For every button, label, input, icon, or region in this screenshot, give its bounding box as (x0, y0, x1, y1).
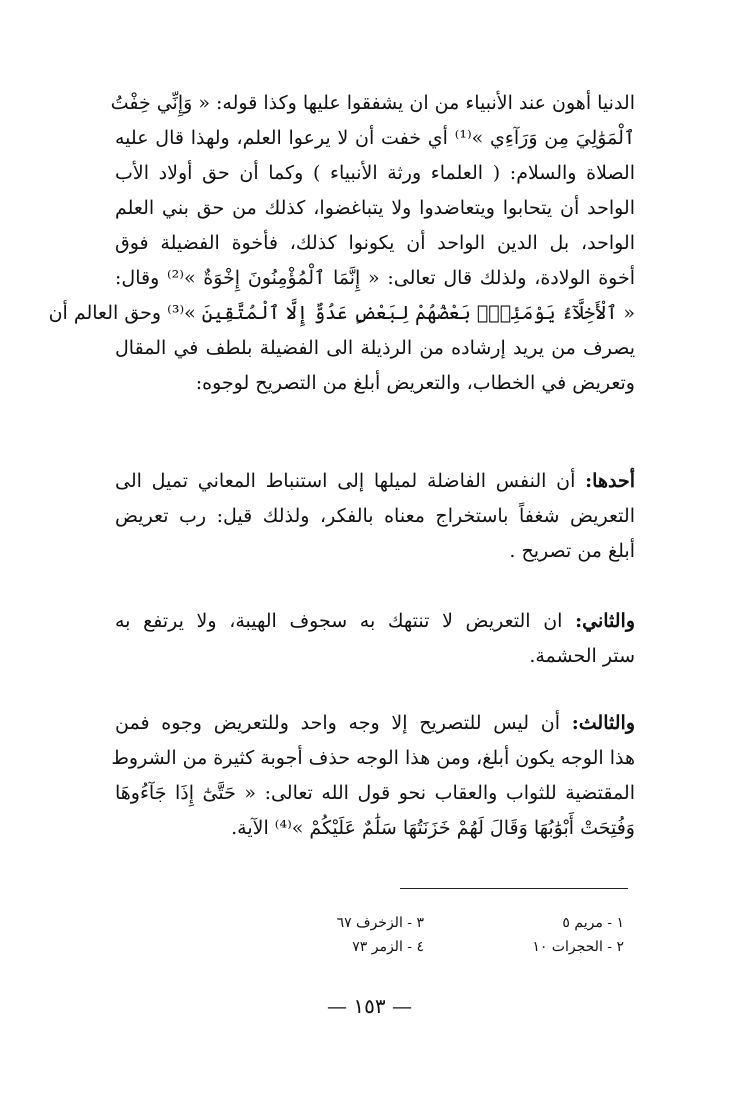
text-line (115, 464, 635, 499)
text-line: التعريض شغفاً باستخراج معناه بالفكر، ولذلك قيل: رب تعريض (115, 505, 635, 527)
text-line: يصرف من يريد إرشاده من الرذيلة الى الفضيلة بلطف في المقال (115, 337, 635, 359)
page-number: — ١٥٣ — (327, 994, 412, 1018)
paragraph-4 (111, 706, 635, 846)
footnote-4: ٤ - الزمر ٧٣ (352, 939, 424, 955)
text-line: الصلاة والسلام: ( العلماء ورثة الأنبياء ) وكما أن حق أولاد الأب (115, 162, 635, 184)
text-line: المقتضية للثواب والعقاب نحو قول الله تعالى: « حَتَّىٰٓ إِذَا جَآءُوهَا (115, 782, 635, 804)
text-run: أن النفس الفاضلة لميلها إلى استنباط المعاني تميل الى (115, 470, 586, 492)
text-line: هذا الوجه يكون أبلغ، ومن هذا الوجه حذف أجوبة كثيرة من الشروط (111, 747, 635, 769)
paragraph-lead: والثاني: (575, 610, 635, 632)
text-line: وَفُتِحَتْ أَبْوَٰبُهَا وَقَالَ لَهُمْ خَزَنَتُهَا سَلَٰمٌ عَلَيْكُمْ »⁽⁴⁾ الآية. (231, 817, 635, 839)
paragraph-3 (115, 604, 635, 674)
text-line: الدنيا أهون عند الأنبياء من ان يشفقوا عليها وكذا قوله: « وَإِنِّي خِفْتُ (110, 92, 635, 114)
text-line: الواحد، بل الدين الواحد أن يكونوا كذلك، فأخوة الفضيلة فوق (115, 232, 635, 254)
footnote-3: ٣ - الزخرف ٦٧ (336, 915, 424, 931)
paragraph-1 (48, 86, 635, 401)
paragraph-lead: أحدها: (585, 470, 635, 492)
paragraph-2 (115, 464, 635, 569)
text-run: ان التعريض لا تنتهك به سجوف الهيبة، ولا يرتفع به (115, 610, 576, 632)
footnote-1: ١ - مريم ٥ (562, 915, 624, 931)
footnotes (278, 912, 624, 972)
text-line: الواحد أن يتحابوا ويتعاضدوا ولا يتباغضوا، كذلك من حق بني العلم (115, 197, 635, 219)
text-line: ٱلْمَوَٰلِيَ مِن وَرَآءِي »⁽¹⁾ أي خفت أن لا يرعوا العلم، ولهذا قال عليه (115, 127, 635, 149)
text-line: وتعريض في الخطاب، والتعريض أبلغ من التصريح لوجوه: (195, 372, 635, 394)
text-line: ستر الحشمة. (529, 645, 635, 667)
text-line: أخوة الولادة، ولذلك قال تعالى: « إِنَّمَا ٱلْمُؤْمِنُونَ إِخْوَةٌ »⁽²⁾ وقال: (115, 267, 635, 289)
text-line: أبلغ من تصريح . (509, 540, 635, 562)
text-run: أن ليس للتصريح إلا وجه واحد وللتعريض وجوه فمن (115, 712, 572, 734)
footnote-divider (400, 888, 628, 889)
paragraph-lead: والثالث: (571, 712, 635, 734)
text-line (115, 706, 635, 741)
text-line (115, 604, 635, 639)
text-line: « ٱلْأَخِلَّآءُ يَوْمَئِذٍۭ بَعْضُهُمْ لِبَعْضٍ عَدُوٌّ إِلَّا ٱلْمُتَّقِينَ »⁽³⁾ وحق العالم أن (48, 302, 635, 324)
footnote-2: ٢ - الحجرات ١٠ (532, 939, 624, 955)
